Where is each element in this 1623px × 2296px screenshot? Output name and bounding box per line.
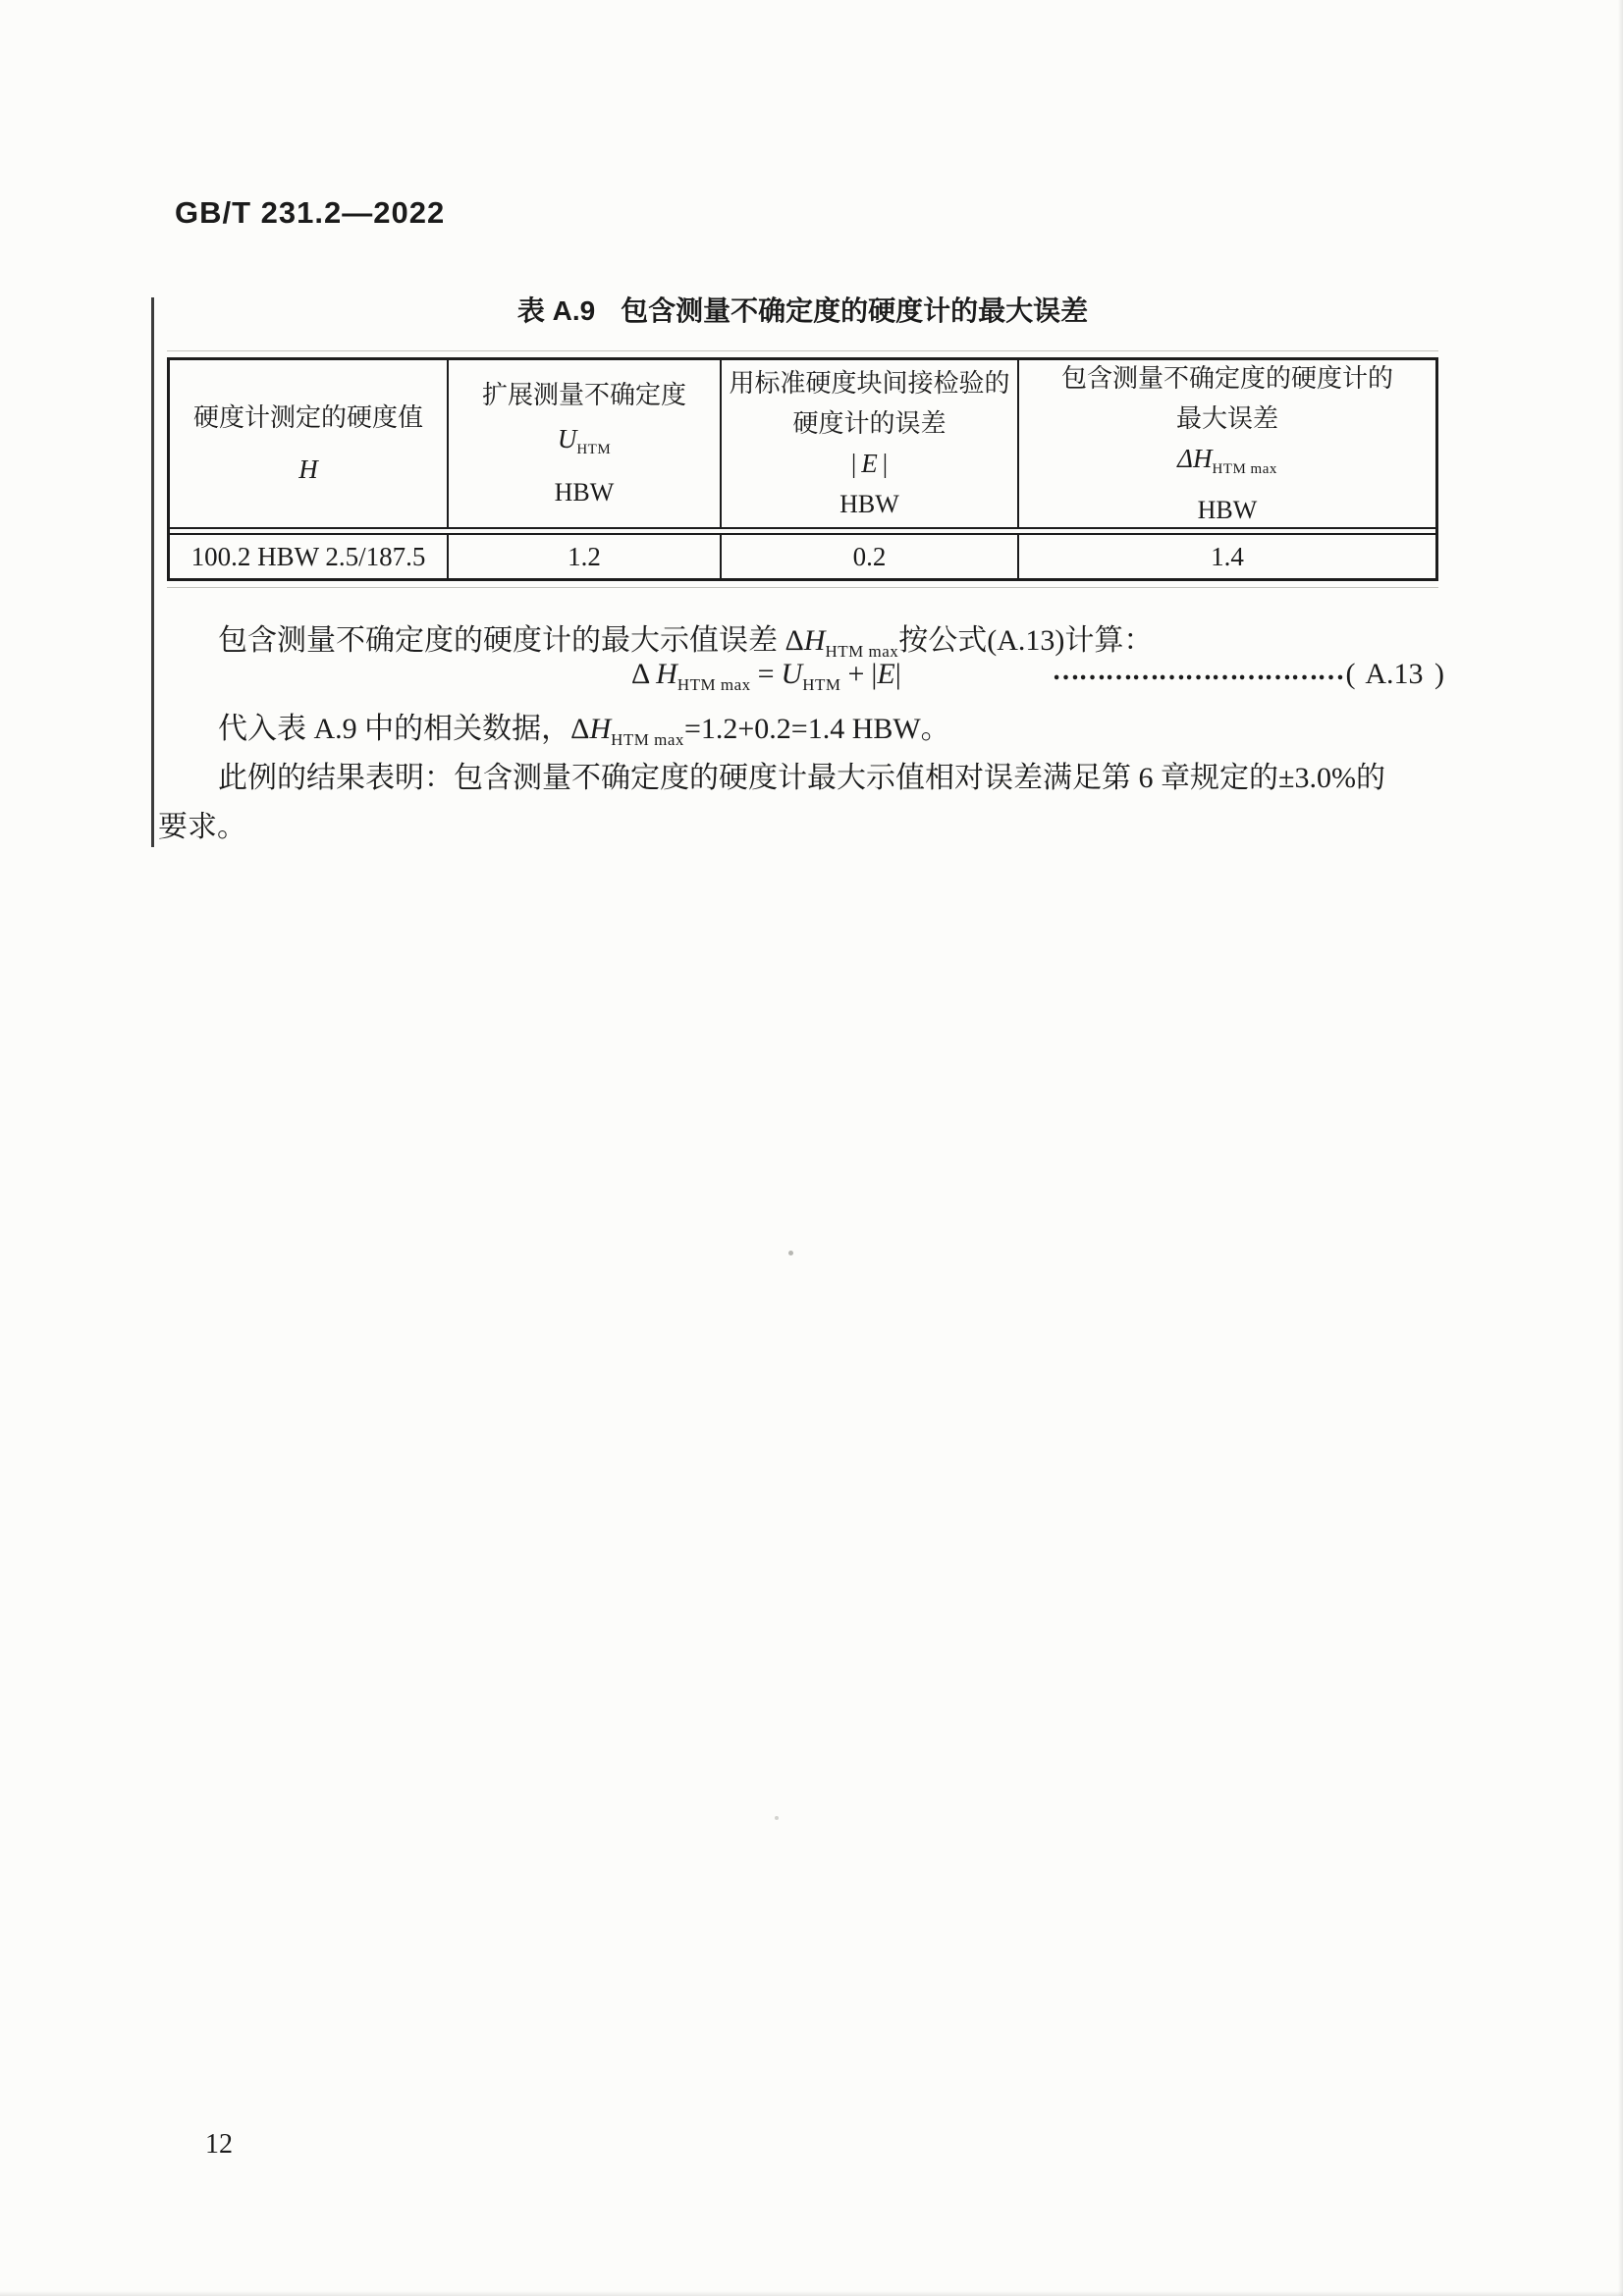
scan-edge-right: [1618, 0, 1623, 2296]
paragraph-conclusion-line2: 要求。: [158, 811, 246, 843]
paragraph-substitution: [218, 710, 950, 760]
symbol-H: H: [298, 454, 318, 484]
table-data-row: [170, 535, 1435, 578]
scan-speck: [775, 1816, 779, 1820]
symbol-E: E: [861, 449, 878, 478]
formula-number: ( A.13 ): [1345, 658, 1444, 690]
header-text: 最大误差: [1175, 403, 1278, 433]
revision-change-bar: [151, 297, 154, 847]
symbol-subscript: HTM max: [611, 730, 684, 749]
standard-code: GB/T 231.2—2022: [175, 195, 446, 230]
scan-ghost-line-top: [167, 350, 1438, 351]
symbol-H-subscript: HTM max: [676, 675, 751, 694]
symbol-E: E: [877, 658, 895, 690]
cell-hardness-value: 100.2 HBW 2.5/187.5: [170, 535, 449, 578]
formula-a13: [631, 658, 1444, 695]
symbol-H: H: [803, 624, 826, 657]
paragraph-text: 包含测量不确定度的硬度计的最大示值误差 Δ: [218, 624, 804, 657]
header-text: 硬度计测定的硬度值: [192, 402, 423, 432]
symbol-delta: Δ: [631, 658, 657, 690]
paragraph-text: =1.2+0.2=1.4 HBW。: [683, 713, 950, 745]
header-cell-max-error: [1019, 360, 1435, 527]
header-cell-hardness-value: [170, 360, 449, 527]
table-caption-label: 表 A.9: [516, 295, 596, 326]
cell-error: 0.2: [722, 535, 1019, 578]
plus-sign: +: [847, 658, 865, 690]
table-header-row: [170, 360, 1435, 527]
scan-edge-bottom: [0, 2291, 1623, 2296]
unit-HBW: HBW: [839, 490, 899, 518]
header-cell-expanded-uncertainty: [449, 360, 722, 527]
symbol-U: U: [557, 423, 577, 454]
table-caption-title: 包含测量不确定度的硬度计的最大误差: [621, 295, 1089, 326]
header-text: 包含测量不确定度的硬度计的: [1060, 363, 1393, 393]
symbol-H: H: [656, 658, 677, 690]
symbol-U-subscript: HTM: [802, 675, 841, 694]
paragraph-text: 按公式(A.13)计算：: [898, 624, 1154, 657]
equals-sign: =: [757, 658, 775, 690]
symbol-delta-H-subscript: HTM max: [1212, 460, 1277, 477]
table-caption: [167, 290, 1438, 329]
scan-speck: [788, 1251, 793, 1255]
symbol-subscript: HTM max: [825, 642, 899, 661]
unit-HBW: HBW: [1197, 495, 1258, 524]
paragraph-conclusion-line1: 此例的结果表明：包含测量不确定度的硬度计最大示值相对误差满足第 6 章规定的±3.0%的: [218, 762, 1385, 794]
symbol-H: H: [589, 713, 612, 745]
header-cell-indirect-error: [722, 360, 1019, 527]
cell-max-error: 1.4: [1211, 542, 1244, 571]
formula-expression: [631, 658, 901, 695]
scan-ghost-line-bottom: [167, 587, 1438, 588]
hardness-error-table: [167, 357, 1438, 581]
cell-uncertainty: 1.2: [449, 535, 722, 578]
header-text: 用标准硬度块间接检验的: [729, 369, 1010, 398]
abs-bar-right: |: [882, 449, 889, 478]
paragraph-text: 代入表 A.9 中的相关数据，Δ: [218, 713, 590, 745]
abs-bar-right: |: [894, 658, 901, 690]
symbol-U-subscript: HTM: [576, 441, 612, 457]
unit-HBW: HBW: [554, 477, 615, 507]
symbol-U: U: [781, 658, 803, 690]
abs-bar-left: |: [871, 658, 878, 690]
symbol-delta-H: ΔH: [1177, 443, 1213, 473]
header-text: 硬度计的误差: [792, 409, 947, 438]
abs-bar-left: |: [850, 449, 857, 478]
page-number: 12: [205, 2129, 233, 2160]
header-text: 扩展测量不确定度: [481, 380, 686, 409]
formula-dot-leader: ……………………………: [1052, 656, 1344, 686]
